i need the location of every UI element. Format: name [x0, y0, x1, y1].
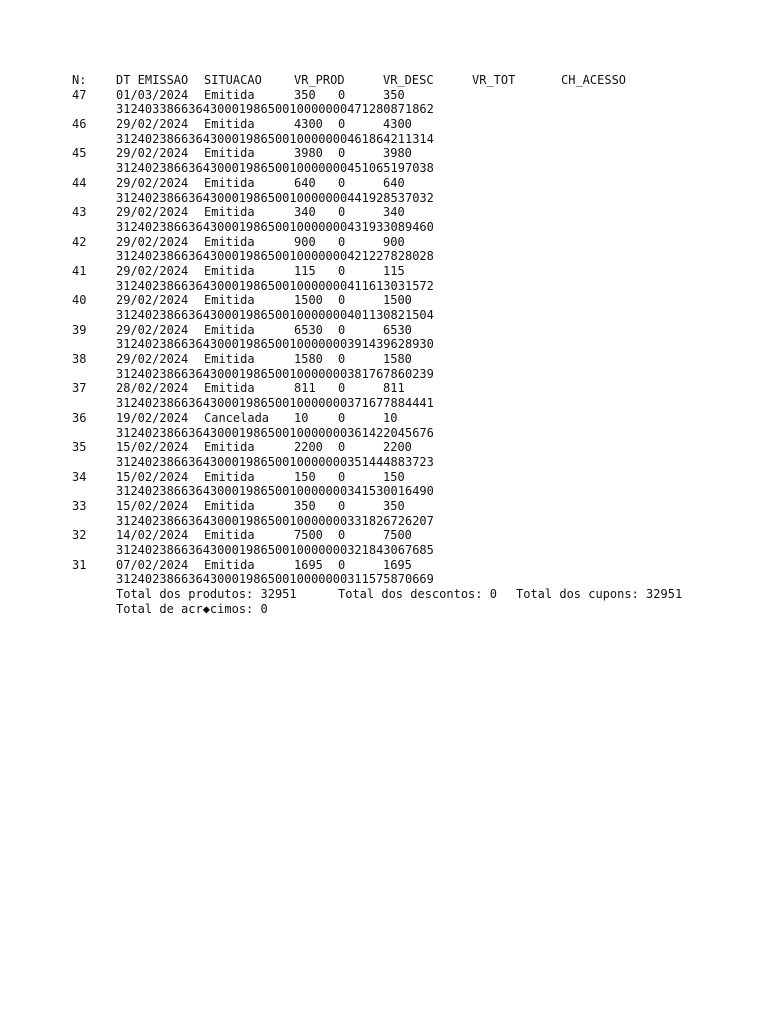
record-vr-desc: 0	[338, 175, 346, 190]
record-vr-prod: 1500	[294, 293, 323, 308]
record-status: Emitida	[204, 117, 255, 132]
record-vr-prod: 150	[294, 469, 316, 484]
record-row	[72, 381, 405, 396]
record-access-key: 31240238663643000198650010000000341530016490	[116, 484, 434, 499]
header-situacao: SITUACAO	[204, 73, 262, 87]
record-vr-prod: 340	[294, 205, 316, 220]
record-vr-tot: 115	[383, 263, 405, 278]
record-date: 15/02/2024	[116, 469, 189, 484]
report	[72, 73, 683, 616]
totals-row	[72, 587, 683, 602]
record-date: 29/02/2024	[116, 234, 189, 249]
record-row	[72, 87, 405, 103]
header-vr-tot: VR_TOT	[472, 73, 516, 87]
record-number: 43	[72, 205, 87, 220]
record-vr-tot: 6530	[383, 322, 412, 337]
record-key-row	[72, 249, 434, 264]
total-cupons: Total dos cupons: 32951	[516, 587, 683, 602]
record-status: Emitida	[204, 205, 255, 220]
record-row	[72, 410, 398, 426]
record-row	[72, 469, 405, 485]
record-vr-tot: 640	[383, 175, 405, 190]
record-row	[72, 117, 412, 132]
record-date: 14/02/2024	[116, 528, 189, 543]
record-status: Emitida	[204, 322, 255, 337]
record-status: Emitida	[204, 498, 255, 513]
record-vr-prod: 3980	[294, 146, 323, 161]
record-key-row	[72, 219, 434, 235]
total-descontos: Total dos descontos: 0	[338, 587, 497, 602]
record-access-key: 31240238663643000198650010000000311575870669	[116, 572, 434, 587]
total-produtos: Total dos produtos: 32951	[116, 587, 297, 602]
record-vr-tot: 2200	[383, 440, 412, 455]
record-access-key: 31240238663643000198650010000000321843067685	[116, 543, 434, 557]
record-access-key: 31240238663643000198650010000000331826726207	[116, 513, 434, 528]
record-vr-tot: 3980	[383, 146, 412, 161]
record-status: Emitida	[204, 263, 255, 278]
record-number: 37	[72, 381, 87, 396]
record-access-key: 31240238663643000198650010000000351444883723	[116, 454, 434, 469]
record-date: 29/02/2024	[116, 293, 189, 308]
record-vr-desc: 0	[338, 410, 346, 425]
record-access-key: 31240238663643000198650010000000441928537032	[116, 190, 434, 205]
record-number: 40	[72, 293, 87, 308]
header-n: N:	[72, 73, 87, 87]
record-vr-desc: 0	[338, 469, 346, 484]
record-key-row	[72, 190, 434, 206]
record-vr-desc: 0	[338, 87, 346, 102]
record-key-row	[72, 161, 434, 176]
record-row	[72, 146, 412, 161]
record-vr-desc: 0	[338, 117, 346, 132]
record-key-row	[72, 396, 434, 411]
record-number: 39	[72, 322, 87, 337]
record-date: 29/02/2024	[116, 352, 189, 367]
record-number: 45	[72, 146, 87, 161]
record-vr-prod: 7500	[294, 528, 323, 543]
record-vr-prod: 1580	[294, 352, 323, 367]
record-number: 46	[72, 117, 87, 132]
record-status: Cancelada	[204, 410, 270, 425]
record-status: Emitida	[204, 469, 255, 484]
record-number: 42	[72, 234, 87, 249]
record-date: 15/02/2024	[116, 498, 189, 513]
record-number: 33	[72, 498, 87, 513]
record-access-key: 31240238663643000198650010000000431933089460	[116, 219, 434, 234]
record-access-key: 31240338663643000198650010000000471280871862	[116, 102, 434, 117]
record-vr-desc: 0	[338, 263, 346, 278]
record-vr-tot: 811	[383, 381, 405, 396]
record-key-row	[72, 454, 434, 470]
record-vr-prod: 811	[294, 381, 316, 396]
record-key-row	[72, 543, 434, 558]
record-number: 38	[72, 352, 87, 367]
record-key-row	[72, 572, 434, 587]
record-status: Emitida	[204, 146, 255, 161]
record-vr-tot: 150	[383, 469, 405, 484]
record-vr-desc: 0	[338, 557, 346, 572]
record-vr-tot: 350	[383, 498, 405, 513]
record-number: 44	[72, 175, 87, 190]
record-status: Emitida	[204, 528, 255, 543]
record-row	[72, 322, 412, 338]
record-access-key: 31240238663643000198650010000000371677884441	[116, 396, 434, 411]
record-key-row	[72, 484, 434, 499]
record-row	[72, 528, 412, 543]
record-vr-prod: 350	[294, 87, 316, 102]
record-vr-prod: 6530	[294, 322, 323, 337]
record-key-row	[72, 102, 434, 117]
record-vr-desc: 0	[338, 146, 346, 161]
record-date: 28/02/2024	[116, 381, 189, 396]
record-key-row	[72, 513, 434, 529]
record-key-row	[72, 337, 434, 352]
record-access-key: 31240238663643000198650010000000361422045676	[116, 425, 434, 440]
record-number: 35	[72, 440, 87, 455]
header-dt-emissao: DT EMISSAO	[116, 73, 189, 87]
record-date: 07/02/2024	[116, 557, 189, 572]
header-vr-desc: VR_DESC	[383, 73, 434, 87]
record-row	[72, 205, 405, 220]
header-row	[72, 73, 627, 88]
record-status: Emitida	[204, 352, 255, 367]
record-vr-tot: 1695	[383, 557, 412, 572]
record-number: 32	[72, 528, 87, 543]
record-row	[72, 293, 412, 308]
record-vr-tot: 900	[383, 234, 405, 249]
record-vr-tot: 10	[383, 410, 398, 425]
record-access-key: 31240238663643000198650010000000461864211314	[116, 131, 434, 146]
record-status: Emitida	[204, 381, 255, 396]
record-date: 29/02/2024	[116, 146, 189, 161]
record-row	[72, 352, 412, 367]
record-date: 01/03/2024	[116, 87, 189, 102]
record-vr-prod: 350	[294, 498, 316, 513]
record-vr-desc: 0	[338, 528, 346, 543]
record-vr-desc: 0	[338, 381, 346, 396]
record-key-row	[72, 131, 434, 147]
record-date: 19/02/2024	[116, 410, 189, 425]
record-vr-desc: 0	[338, 440, 346, 455]
record-vr-prod: 640	[294, 175, 316, 190]
record-date: 29/02/2024	[116, 175, 189, 190]
record-vr-prod: 2200	[294, 440, 323, 455]
record-vr-prod: 4300	[294, 117, 323, 132]
record-date: 29/02/2024	[116, 263, 189, 278]
record-row	[72, 557, 412, 573]
record-key-row	[72, 278, 434, 294]
record-status: Emitida	[204, 234, 255, 249]
record-vr-desc: 0	[338, 352, 346, 367]
record-vr-tot: 350	[383, 87, 405, 102]
record-row	[72, 440, 412, 455]
record-vr-desc: 0	[338, 498, 346, 513]
record-number: 36	[72, 410, 87, 425]
record-date: 15/02/2024	[116, 440, 189, 455]
record-access-key: 31240238663643000198650010000000391439628930	[116, 337, 434, 352]
record-vr-prod: 900	[294, 234, 316, 249]
header-vr-prod: VR_PROD	[294, 73, 345, 87]
record-vr-prod: 1695	[294, 557, 323, 572]
record-key-row	[72, 425, 434, 441]
record-access-key: 31240238663643000198650010000000451065197038	[116, 161, 434, 176]
record-vr-prod: 115	[294, 263, 316, 278]
record-key-row	[72, 366, 434, 382]
record-access-key: 31240238663643000198650010000000421227828028	[116, 249, 434, 264]
header-ch-acesso: CH_ACESSO	[561, 73, 627, 87]
record-vr-tot: 340	[383, 205, 405, 220]
record-status: Emitida	[204, 557, 255, 572]
record-status: Emitida	[204, 293, 255, 308]
record-vr-prod: 10	[294, 410, 309, 425]
record-row	[72, 498, 405, 514]
record-date: 29/02/2024	[116, 322, 189, 337]
record-vr-desc: 0	[338, 322, 346, 337]
record-vr-tot: 1500	[383, 293, 412, 308]
record-vr-desc: 0	[338, 293, 346, 308]
record-row	[72, 263, 405, 279]
record-row	[72, 234, 405, 250]
record-vr-desc: 0	[338, 234, 346, 249]
record-status: Emitida	[204, 87, 255, 102]
record-vr-tot: 1580	[383, 352, 412, 367]
acrescimos-row	[72, 601, 268, 617]
record-date: 29/02/2024	[116, 205, 189, 220]
record-row	[72, 175, 405, 191]
record-key-row	[72, 308, 434, 323]
record-access-key: 31240238663643000198650010000000381767860239	[116, 366, 434, 381]
total-acrescimos: Total de acr◆cimos: 0	[116, 601, 268, 616]
record-number: 31	[72, 557, 87, 572]
record-access-key: 31240238663643000198650010000000411613031572	[116, 278, 434, 293]
record-number: 47	[72, 87, 87, 102]
record-number: 34	[72, 469, 87, 484]
record-list	[72, 87, 434, 587]
record-vr-tot: 4300	[383, 117, 412, 132]
record-status: Emitida	[204, 440, 255, 455]
record-access-key: 31240238663643000198650010000000401130821504	[116, 308, 434, 322]
record-date: 29/02/2024	[116, 117, 189, 132]
record-status: Emitida	[204, 175, 255, 190]
record-number: 41	[72, 263, 87, 278]
record-vr-desc: 0	[338, 205, 346, 220]
record-vr-tot: 7500	[383, 528, 412, 543]
